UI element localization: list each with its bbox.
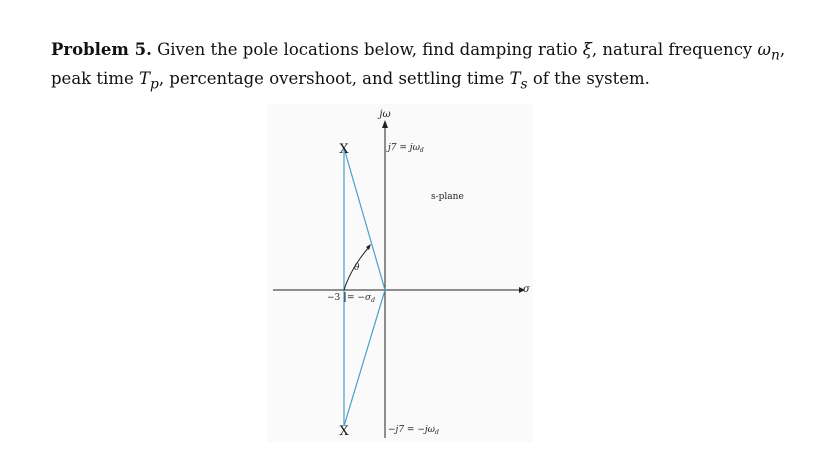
lower-pole-label-text: −j7 = −jω bbox=[388, 425, 435, 435]
sigma-d-label-text: = −σ bbox=[347, 293, 372, 303]
problem-heading: Problem 5. bbox=[51, 40, 152, 59]
tp-symbol: T bbox=[138, 69, 150, 89]
sigma-d-label-subscript: d bbox=[371, 297, 375, 304]
lower-pole-label-subscript: d bbox=[435, 429, 439, 436]
upper-pole-label bbox=[386, 143, 424, 154]
s-plane-diagram bbox=[267, 104, 533, 442]
real-part-label: −3 bbox=[327, 293, 341, 303]
sigma-d-label bbox=[347, 293, 375, 304]
s-plane-figure bbox=[267, 104, 533, 442]
problem-text-6: of the system. bbox=[527, 69, 650, 89]
lower-radial-line bbox=[344, 290, 385, 426]
lower-pole-marker: X bbox=[339, 424, 349, 439]
problem-text-3: , bbox=[779, 40, 786, 59]
omega-n-symbol: ω bbox=[757, 40, 771, 59]
problem-text-1: Given the pole locations below, find damping ratio bbox=[157, 40, 583, 59]
upper-radial-line bbox=[344, 148, 385, 290]
ts-symbol: T bbox=[509, 69, 521, 89]
problem-text-2: , natural frequency bbox=[591, 40, 758, 59]
imaginary-axis-arrow bbox=[382, 120, 388, 128]
upper-pole-marker: X bbox=[339, 142, 349, 157]
xi-symbol: ξ bbox=[582, 40, 592, 59]
upper-pole-label-text: j7 = jω bbox=[388, 143, 420, 153]
problem-statement bbox=[51, 38, 791, 97]
imaginary-axis-label: jω bbox=[379, 109, 391, 120]
problem-text-4: peak time bbox=[51, 69, 139, 89]
angle-label: θ bbox=[354, 263, 360, 273]
real-axis-label: σ bbox=[523, 284, 530, 295]
omega-n-subscript: n bbox=[770, 47, 780, 64]
ts-subscript: s bbox=[520, 76, 528, 93]
tp-subscript: p bbox=[150, 76, 159, 93]
s-plane-label: s-plane bbox=[431, 192, 464, 202]
lower-pole-label bbox=[388, 425, 439, 436]
upper-pole-label-subscript: d bbox=[419, 147, 424, 154]
problem-text-5: , percentage overshoot, and settling time bbox=[158, 69, 510, 89]
